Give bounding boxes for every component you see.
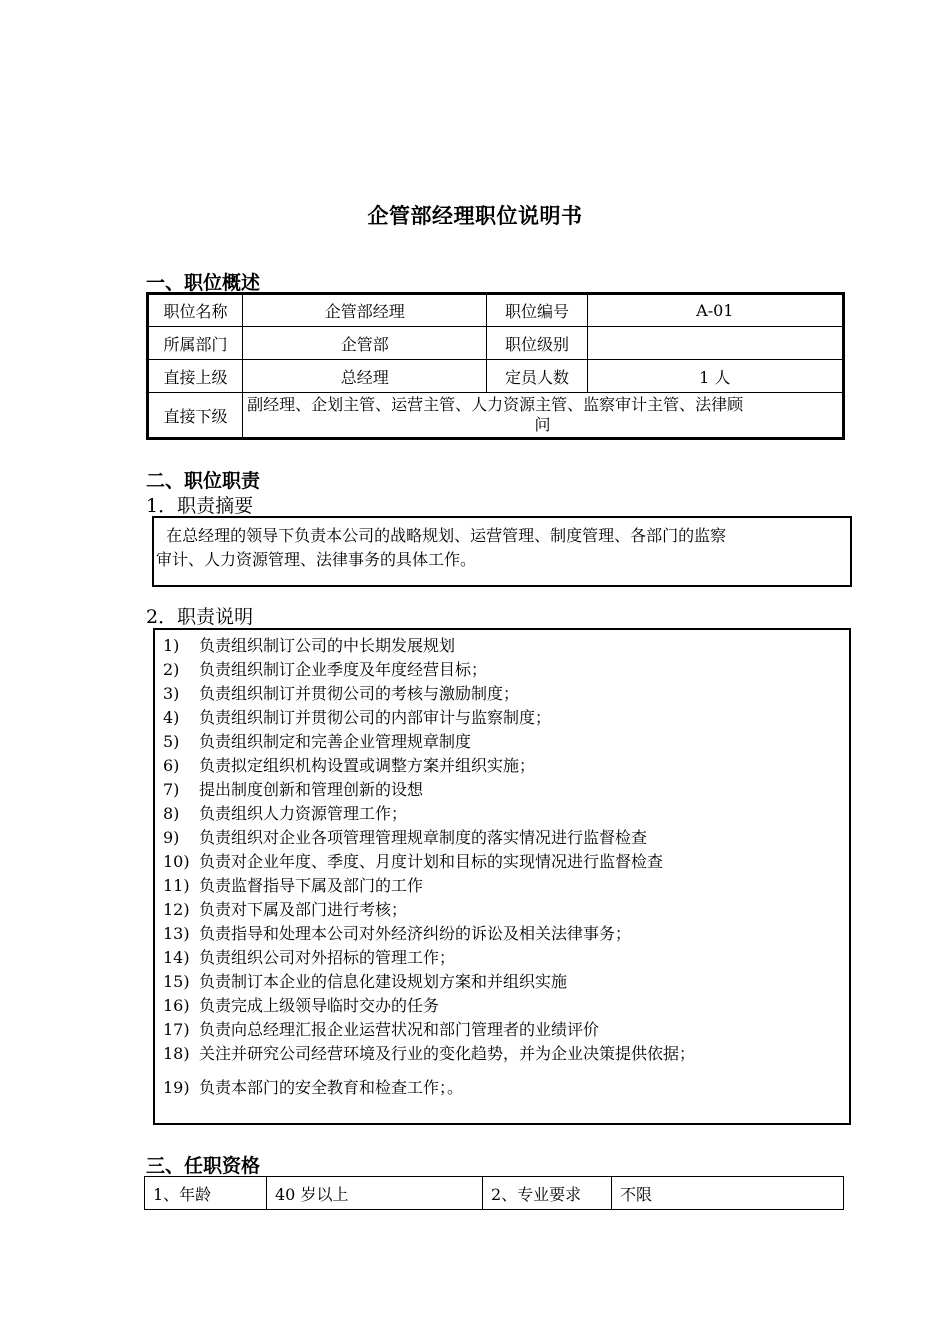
list-item bbox=[155, 994, 849, 1018]
cell-label: 职位级别 bbox=[487, 327, 587, 360]
list-item bbox=[155, 946, 849, 970]
duty-number: 3) bbox=[163, 684, 180, 703]
table-row bbox=[148, 327, 844, 360]
duty-text: 负责组织制订并贯彻公司的考核与激励制度； bbox=[199, 684, 520, 703]
list-item bbox=[155, 634, 849, 658]
duty-text: 负责监督指导下属及部门的工作 bbox=[199, 876, 424, 895]
list-item bbox=[155, 706, 849, 730]
list-item bbox=[155, 754, 849, 778]
duty-text: 负责组织制订企业季度及年度经营目标； bbox=[199, 660, 488, 679]
duties-box bbox=[153, 628, 851, 1125]
cell-label: 职位名称 bbox=[148, 294, 243, 327]
duty-number: 9) bbox=[163, 828, 180, 847]
cell-label: 2、专业要求 bbox=[483, 1177, 612, 1210]
duty-text: 负责组织制定和完善企业管理规章制度 bbox=[199, 732, 472, 751]
list-item bbox=[155, 730, 849, 754]
cell-label: 直接下级 bbox=[148, 393, 243, 439]
duty-text: 负责对下属及部门进行考核； bbox=[199, 900, 408, 919]
summary-line2: 审计、人力资源管理、法律事务的具体工作。 bbox=[156, 550, 477, 569]
cell-value: 企管部经理 bbox=[243, 294, 487, 327]
duty-text: 负责本部门的安全教育和检查工作；。 bbox=[199, 1078, 464, 1097]
duty-number: 10) bbox=[163, 852, 190, 871]
list-item bbox=[155, 826, 849, 850]
duty-number: 16) bbox=[163, 996, 190, 1015]
duty-number: 6) bbox=[163, 756, 180, 775]
subordinates-line1: 副经理、企划主管、运营主管、人力资源主管、监察审计主管、法律顾 bbox=[247, 395, 744, 414]
table-row bbox=[145, 1177, 844, 1210]
list-item bbox=[155, 1076, 849, 1100]
duty-text: 负责组织人力资源管理工作； bbox=[199, 804, 408, 823]
cell-value: 40 岁以上 bbox=[267, 1177, 483, 1210]
duty-text: 负责组织公司对外招标的管理工作； bbox=[199, 948, 456, 967]
duty-number: 8) bbox=[163, 804, 180, 823]
duty-number: 17) bbox=[163, 1020, 190, 1039]
cell-label: 所属部门 bbox=[148, 327, 243, 360]
cell-value: A-01 bbox=[587, 294, 843, 327]
duty-number: 5) bbox=[163, 732, 180, 751]
duty-number: 4) bbox=[163, 708, 180, 727]
cell-value: 1 人 bbox=[587, 360, 843, 393]
duty-number: 14) bbox=[163, 948, 190, 967]
qualifications-table bbox=[144, 1176, 844, 1210]
section1-heading: 一、职位概述 bbox=[146, 272, 261, 294]
list-item bbox=[155, 922, 849, 946]
list-item bbox=[155, 970, 849, 994]
table-row bbox=[148, 360, 844, 393]
duty-number: 1) bbox=[163, 636, 180, 655]
list-item bbox=[155, 1042, 849, 1066]
list-item bbox=[155, 874, 849, 898]
duty-number: 18) bbox=[163, 1044, 190, 1063]
table-row bbox=[148, 294, 844, 327]
duty-text: 负责制订本企业的信息化建设规划方案和并组织实施 bbox=[199, 972, 568, 991]
duty-number: 12) bbox=[163, 900, 190, 919]
duty-text: 负责组织制订公司的中长期发展规划 bbox=[199, 636, 456, 655]
duty-number: 15) bbox=[163, 972, 190, 991]
list-item bbox=[155, 682, 849, 706]
duty-text: 提出制度创新和管理创新的设想 bbox=[199, 780, 424, 799]
duty-text: 负责对企业年度、季度、月度计划和目标的实现情况进行监督检查 bbox=[199, 852, 664, 871]
section3-heading: 三、任职资格 bbox=[146, 1155, 261, 1177]
duty-number: 13) bbox=[163, 924, 190, 943]
duty-number: 2) bbox=[163, 660, 180, 679]
cell-label: 直接上级 bbox=[148, 360, 243, 393]
cell-label: 1、年龄 bbox=[145, 1177, 267, 1210]
table-row bbox=[148, 393, 844, 439]
list-item bbox=[155, 850, 849, 874]
cell-value: 企管部 bbox=[243, 327, 487, 360]
duty-text: 关注并研究公司经营环境及行业的变化趋势，并为企业决策提供依据； bbox=[199, 1044, 696, 1063]
document-title: 企管部经理职位说明书 bbox=[367, 204, 583, 228]
list-item bbox=[155, 1018, 849, 1042]
duty-text: 负责组织对企业各项管理管理规章制度的落实情况进行监督检查 bbox=[199, 828, 648, 847]
duty-text: 负责指导和处理本公司对外经济纠纷的诉讼及相关法律事务； bbox=[199, 924, 632, 943]
cell-value: 总经理 bbox=[243, 360, 487, 393]
summary-heading: 1．职责摘要 bbox=[146, 495, 254, 517]
duty-text: 负责向总经理汇报企业运营状况和部门管理者的业绩评价 bbox=[199, 1020, 600, 1039]
cell-value bbox=[587, 327, 843, 360]
subordinates-value bbox=[243, 393, 844, 439]
subordinates-line2: 问 bbox=[534, 415, 551, 434]
duty-text: 负责拟定组织机构设置或调整方案并组织实施； bbox=[199, 756, 536, 775]
cell-label: 定员人数 bbox=[487, 360, 587, 393]
summary-box bbox=[152, 516, 852, 587]
summary-line1: 在总经理的领导下负责本公司的战略规划、运营管理、制度管理、各部门的监察 bbox=[156, 526, 727, 545]
list-item bbox=[155, 658, 849, 682]
cell-label: 职位编号 bbox=[487, 294, 587, 327]
duty-text: 负责组织制订并贯彻公司的内部审计与监察制度； bbox=[199, 708, 552, 727]
position-overview-table bbox=[146, 292, 845, 440]
list-item bbox=[155, 802, 849, 826]
duty-number: 7) bbox=[163, 780, 180, 799]
duty-number: 11) bbox=[163, 876, 190, 895]
cell-value: 不限 bbox=[612, 1177, 844, 1210]
section2-heading: 二、职位职责 bbox=[146, 470, 261, 492]
duty-number: 19) bbox=[163, 1078, 190, 1097]
list-item bbox=[155, 778, 849, 802]
duties-heading: 2．职责说明 bbox=[146, 606, 254, 628]
list-item bbox=[155, 898, 849, 922]
duty-text: 负责完成上级领导临时交办的任务 bbox=[199, 996, 440, 1015]
